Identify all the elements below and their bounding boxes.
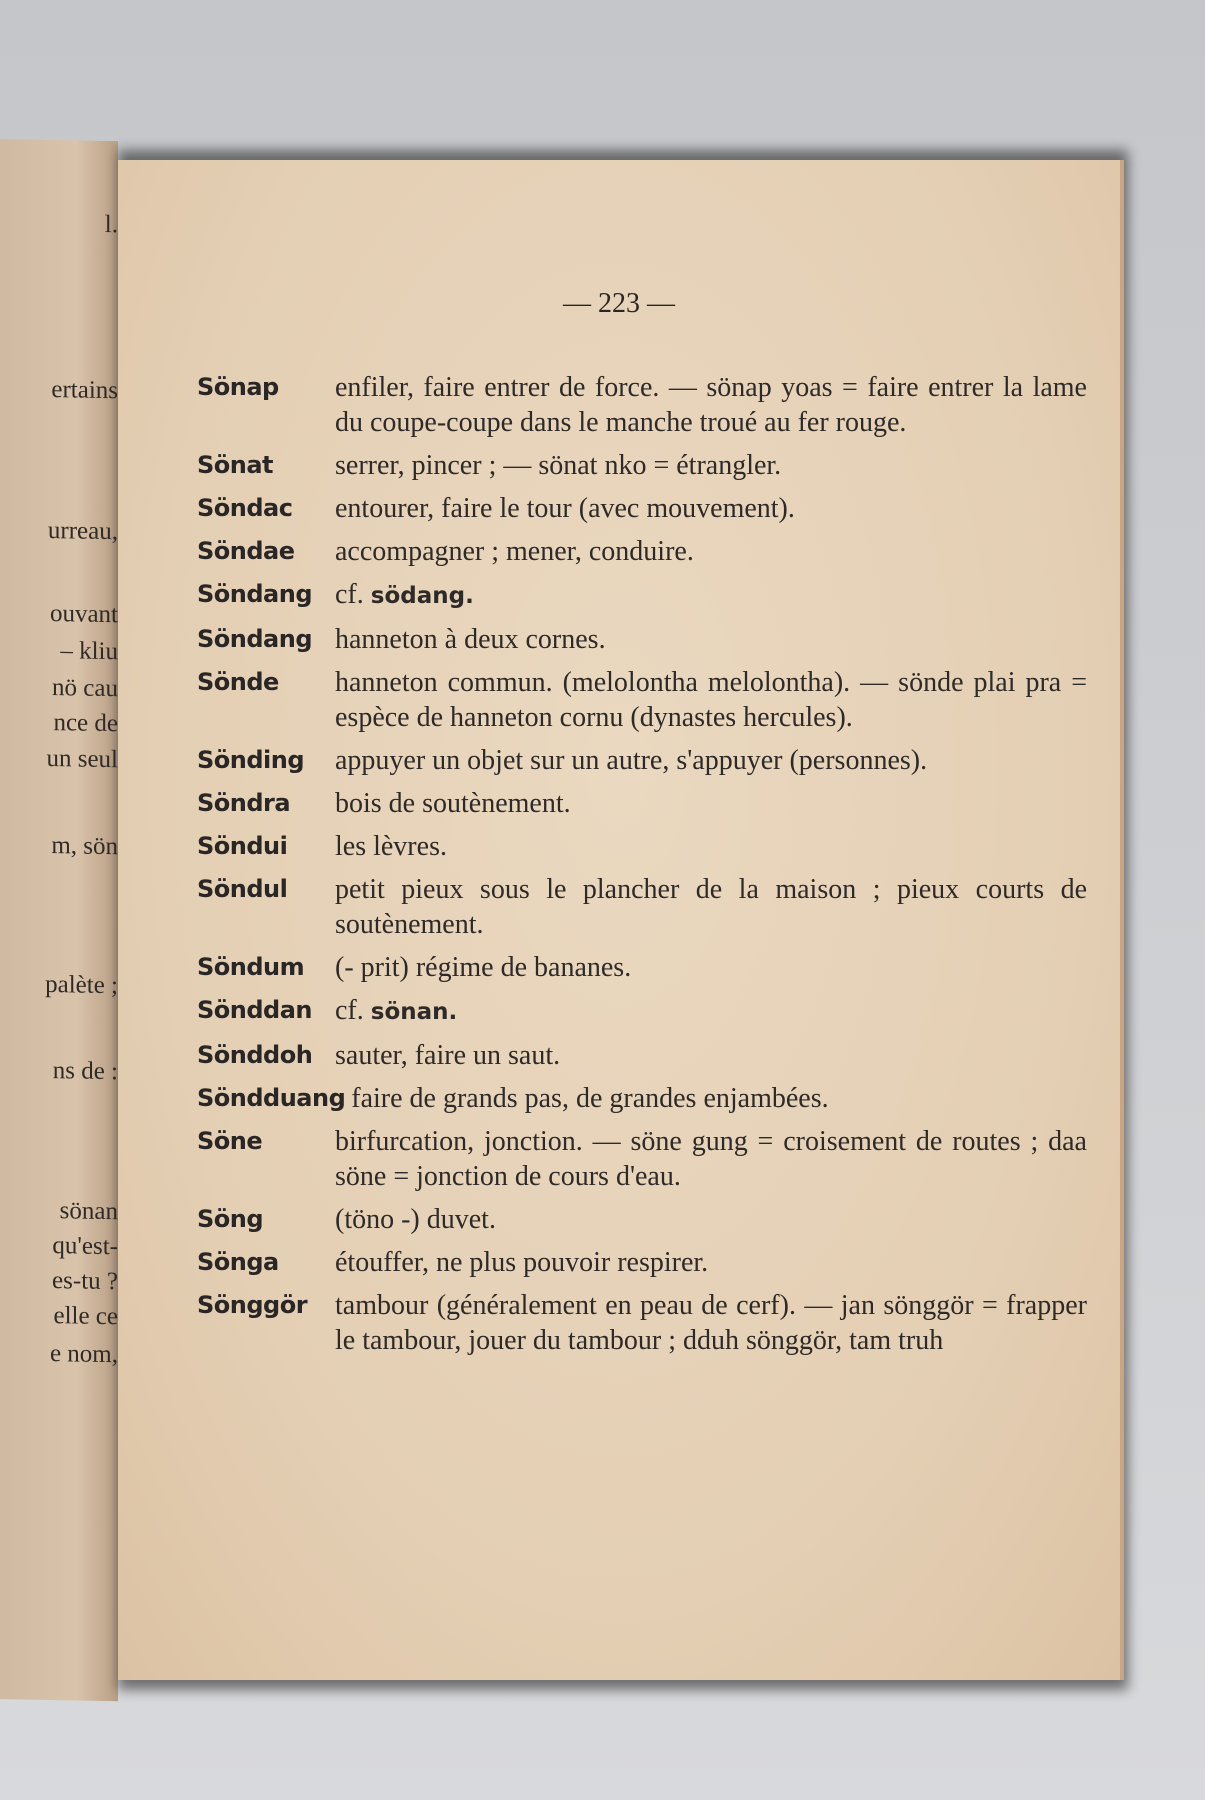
cross-reference: sönan. <box>370 999 458 1025</box>
left-page-fragment: – kliu <box>60 637 118 666</box>
definition-text: birfurcation, jonction. — söne gung = croisement de routes ; daa söne = jonction de cours d'eau. <box>335 1126 1087 1192</box>
headword: Söndra <box>197 789 291 817</box>
dictionary-entry <box>197 1081 1087 1116</box>
definition <box>335 950 1087 985</box>
definition-text: serrer, pincer ; — sönat nko = étrangler. <box>335 450 782 481</box>
headword: Söndui <box>197 832 288 860</box>
dictionary-entry <box>197 448 1087 483</box>
dictionary-entries <box>197 370 1087 1366</box>
definition-text: cf. <box>335 579 364 610</box>
dictionary-entry <box>197 622 1087 657</box>
headword: Sönggör <box>197 1291 308 1319</box>
left-page <box>0 139 118 1701</box>
dictionary-entry <box>197 786 1087 821</box>
definition <box>335 665 1087 735</box>
left-page-fragment: urreau, <box>47 516 118 546</box>
headword: Sönde <box>197 668 279 696</box>
definition-text: sauter, faire un saut. <box>335 1040 561 1071</box>
dictionary-entry <box>197 370 1087 440</box>
headword: Söndum <box>197 953 305 981</box>
definition-text: (töno -) duvet. <box>335 1204 496 1235</box>
definition <box>335 1038 1087 1073</box>
definition-text: appuyer un objet sur un autre, s'appuyer (personnes). <box>335 745 928 776</box>
dictionary-entry <box>197 1288 1087 1358</box>
left-page-fragment: m, sön <box>51 832 118 861</box>
dictionary-entry <box>197 872 1087 942</box>
dictionary-entry <box>197 829 1087 864</box>
definition <box>335 872 1087 942</box>
definition-text: hanneton à deux cornes. <box>335 624 606 655</box>
headword: Sönga <box>197 1248 279 1276</box>
headword: Sönddan <box>197 996 312 1024</box>
headword: Sönap <box>197 373 279 401</box>
left-page-fragment: nce de <box>53 709 118 738</box>
definition-text: (- prit) régime de bananes. <box>335 952 632 983</box>
definition-text: tambour (généralement en peau de cerf). — jan sönggör = frapper le tambour, jouer du tambour ; dduh sönggör, tam truh <box>335 1290 1087 1356</box>
definition-text: les lèvres. <box>335 831 447 862</box>
left-page-fragment: qu'est- <box>52 1232 118 1261</box>
left-page-fragment: nö cau <box>52 674 118 703</box>
headword: Söng <box>197 1205 264 1233</box>
headword: Sönat <box>197 451 274 479</box>
headword: Sönding <box>197 746 305 774</box>
dictionary-entry <box>197 491 1087 526</box>
left-page-fragment: ertains <box>51 376 118 405</box>
definition <box>335 448 1087 483</box>
headword: Söndul <box>197 875 288 903</box>
definition <box>335 1288 1087 1358</box>
dictionary-entry <box>197 534 1087 569</box>
left-page-fragment: e nom, <box>49 1340 118 1369</box>
headword: Söndang <box>197 625 312 653</box>
left-page-fragment: ouvant <box>49 600 118 629</box>
left-page-fragment: l. <box>104 210 118 239</box>
headword: Söndang <box>197 580 312 608</box>
left-page-fragment: sönan <box>59 1197 118 1226</box>
left-page-fragment: ns de : <box>52 1057 118 1086</box>
headword: Söndae <box>197 537 295 565</box>
headword: Söndac <box>197 494 293 522</box>
right-page <box>118 160 1124 1680</box>
definition-text: entourer, faire le tour (avec mouvement). <box>335 493 795 524</box>
definition-text: faire de grands pas, de grandes enjambées. <box>351 1083 829 1114</box>
left-page-fragment: es-tu ? <box>52 1267 118 1296</box>
dictionary-entry <box>197 993 1087 1030</box>
definition <box>335 1124 1087 1194</box>
definition <box>335 786 1087 821</box>
left-page-fragment: palète ; <box>45 970 118 1000</box>
definition-text: bois de soutènement. <box>335 788 571 819</box>
definition <box>335 993 1087 1030</box>
definition <box>351 1081 1087 1116</box>
dictionary-entry <box>197 1245 1087 1280</box>
left-page-fragment: elle ce <box>53 1302 118 1331</box>
definition <box>335 829 1087 864</box>
definition-text: hanneton commun. (melolontha melolontha). — sönde plai pra = espèce de hanneton cornu (dynastes hercules). <box>335 667 1087 733</box>
dictionary-entry <box>197 1124 1087 1194</box>
definition <box>335 577 1087 614</box>
dictionary-entry <box>197 665 1087 735</box>
headword: Söndduang <box>197 1084 346 1112</box>
definition-text: cf. <box>335 995 364 1026</box>
definition <box>335 622 1087 657</box>
definition <box>335 491 1087 526</box>
definition <box>335 370 1087 440</box>
definition-text: étouffer, ne plus pouvoir respirer. <box>335 1247 709 1278</box>
definition <box>335 1202 1087 1237</box>
dictionary-entry <box>197 950 1087 985</box>
dictionary-entry <box>197 743 1087 778</box>
definition-text: accompagner ; mener, conduire. <box>335 536 694 567</box>
page-number: — 223 — <box>563 288 675 319</box>
definition <box>335 534 1087 569</box>
definition-text: enfiler, faire entrer de force. — sönap yoas = faire entrer la lame du coupe-coupe dans le manche troué au fer rouge. <box>335 372 1087 438</box>
headword: Sönddoh <box>197 1041 313 1069</box>
dictionary-entry <box>197 1202 1087 1237</box>
dictionary-entry <box>197 577 1087 614</box>
cross-reference: södang. <box>370 583 474 609</box>
dictionary-entry <box>197 1038 1087 1073</box>
definition <box>335 1245 1087 1280</box>
left-page-fragment: un seul <box>46 744 118 774</box>
definition <box>335 743 1087 778</box>
headword: Söne <box>197 1127 263 1155</box>
definition-text: petit pieux sous le plancher de la maison ; pieux courts de soutènement. <box>335 874 1087 940</box>
